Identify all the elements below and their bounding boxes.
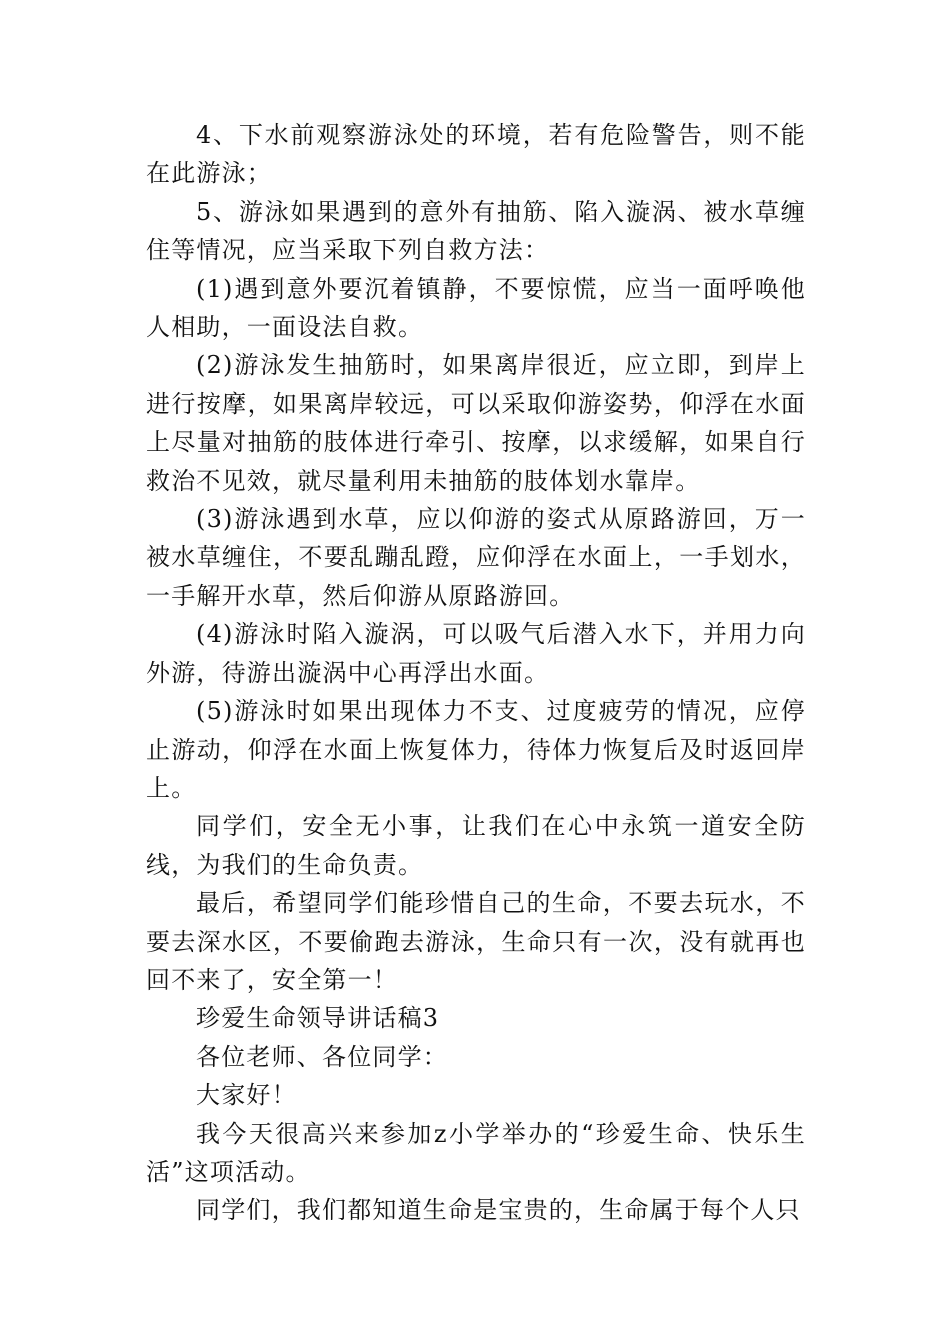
paragraph-greeting: 大家好！ <box>196 1081 297 1110</box>
paragraph-salutation: 各位老师、各位同学： <box>196 1042 448 1071</box>
paragraph-self-rescue-3: (3)游泳遇到水草，应以仰游的姿式从原路游回，万一被水草缠住，不要乱蹦乱蹬，应仰浮在水面上，一手划水，一手解开水草，然后仰游从原路游回。 <box>146 505 806 610</box>
paragraph-closing: 最后，希望同学们能珍惜自己的生命，不要去玩水，不要去深水区，不要偷跑去游泳，生命只有一次，没有就再也回不来了，安全第一！ <box>146 889 806 994</box>
paragraph-self-rescue-2: (2)游泳发生抽筋时，如果离岸很近，应立即，到岸上进行按摩，如果离岸较远，可以采取仰游姿势，仰浮在水面上尽量对抽筋的肢体进行牵引、按摩，以求缓解，如果自行救治不见效，就尽量利用未抽筋的肢体划水靠岸。 <box>146 351 806 495</box>
paragraph-safety-reminder: 同学们，安全无小事，让我们在心中永筑一道安全防线，为我们的生命负责。 <box>146 812 806 879</box>
paragraph-intro: 我今天很高兴来参加z小学举办的“珍爱生命、快乐生活”这项活动。 <box>146 1119 806 1186</box>
paragraph-self-rescue-1: (1)遇到意外要沉着镇静，不要惊慌，应当一面呼唤他人相助，一面设法自救。 <box>146 274 806 342</box>
paragraph-self-rescue-5: (5)游泳时如果出现体力不支、过度疲劳的情况，应停止游动，仰浮在水面上恢复体力，待体力恢复后及时返回岸上。 <box>146 697 806 802</box>
paragraph-safety-tip-5: 5、游泳如果遇到的意外有抽筋、陷入漩涡、被水草缠住等情况，应当采取下列自救方法： <box>146 197 806 265</box>
paragraph-self-rescue-4: (4)游泳时陷入漩涡，可以吸气后潜入水下，并用力向外游，待游出漩涡中心再浮出水面。 <box>146 620 806 687</box>
paragraph-safety-tip-4: 4、下水前观察游泳处的环境，若有危险警告，则不能在此游泳； <box>146 121 806 188</box>
paragraph-body-start: 同学们，我们都知道生命是宝贵的，生命属于每个人只 <box>196 1196 801 1225</box>
section-title: 珍爱生命领导讲话稿3 <box>196 1004 440 1033</box>
document-body <box>146 116 806 1230</box>
